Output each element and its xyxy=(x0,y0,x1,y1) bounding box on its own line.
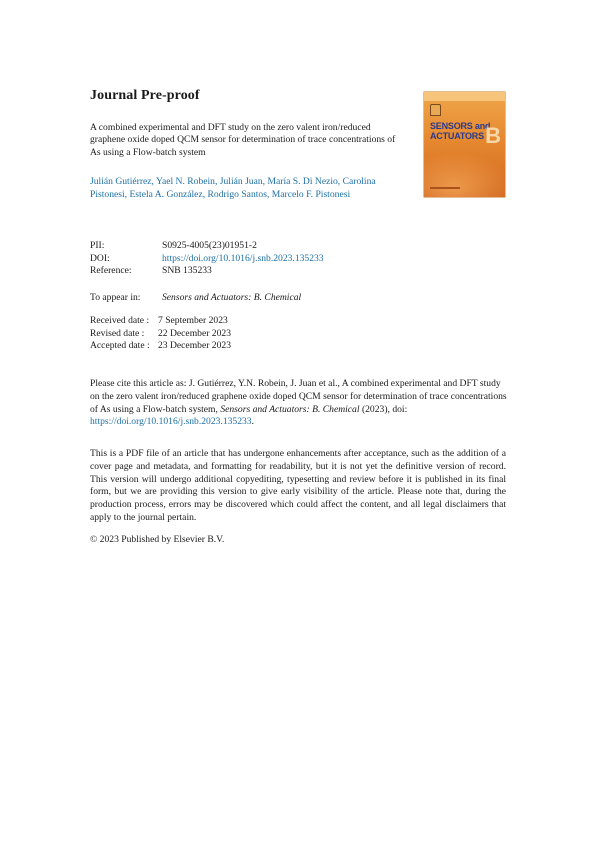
reference-label: Reference: xyxy=(90,265,132,277)
accepted-label: Accepted date : xyxy=(90,340,150,352)
doi-row xyxy=(90,253,324,266)
cover-title-line1: SENSORS and xyxy=(430,121,491,131)
cover-series-letter: B xyxy=(485,123,501,148)
journal-name: Sensors and Actuators: B. Chemical xyxy=(162,292,302,303)
citation-journal: Sensors and Actuators: B. Chemical xyxy=(220,403,360,415)
cover-artwork xyxy=(424,152,505,197)
received-row xyxy=(90,315,231,328)
received-value: 7 September 2023 xyxy=(158,315,228,326)
accepted-value: 23 December 2023 xyxy=(158,340,231,352)
citation-text: Please cite this article as: J. Gutiérrez, Y.N. Robein, J. Juan et al., A combined experimental and DFT study on the zero valent iron/reduced graphene oxide doped QCM sensor for determination of trace concentrations of As using a Flow-batch system, xyxy=(90,378,507,415)
cover-footer-bar xyxy=(430,187,460,189)
pii-row xyxy=(90,240,324,253)
citation-year: (2023), xyxy=(361,403,390,415)
doi-label: DOI: xyxy=(90,252,110,264)
reference-value: SNB 135233 xyxy=(162,265,212,277)
doi-link[interactable]: https://doi.org/10.1016/j.snb.2023.135233 xyxy=(162,252,324,264)
publisher-logo-icon xyxy=(430,104,441,116)
copyright-notice: © 2023 Published by Elsevier B.V. xyxy=(90,534,225,545)
cover-top-strip xyxy=(424,92,505,101)
citation-end: . xyxy=(251,416,255,428)
dates-block xyxy=(90,315,231,353)
author-list[interactable]: Julián Gutiérrez, Yael N. Robein, Julián Juan, María S. Di Nezio, Carolina Pistonesi, Estela A. González, Rodrigo Santos, Marcelo F. Pistonesi xyxy=(90,176,376,200)
citation-paragraph xyxy=(90,378,508,429)
accepted-row xyxy=(90,340,231,353)
revised-value: 22 December 2023 xyxy=(158,327,231,339)
preproof-notice: This is a PDF file of an article that has undergone enhancements after acceptance, such as the addition of a cover page and metadata, and formatting for readability, but it is not yet the definitive version of record. This version will undergo additional copyediting, typesetting and review before it is published in its final form, but we are providing this version to give early visibility of the article. Please note that, during the production process, errors may be discovered which could affect the content, and all legal disclaimers that apply to the journal pertain. xyxy=(90,448,506,523)
journal-cover-image xyxy=(424,92,505,197)
identifiers-block xyxy=(90,240,324,278)
cover-title-line2: ACTUATORS xyxy=(430,131,484,141)
appear-row xyxy=(90,292,301,305)
article-title: A combined experimental and DFT study on the zero valent iron/reduced graphene oxide doped QCM sensor for determination of trace concentrations of As using a Flow-batch system xyxy=(90,122,396,158)
appear-label: To appear in: xyxy=(90,292,141,303)
citation-doi-prefix: doi: xyxy=(392,403,408,415)
citation-doi-link[interactable]: https://doi.org/10.1016/j.snb.2023.135233 xyxy=(90,416,252,428)
revised-label: Revised date : xyxy=(90,327,145,339)
appear-in-block xyxy=(90,292,301,305)
received-label: Received date : xyxy=(90,315,150,326)
reference-row xyxy=(90,265,324,278)
pii-label: PII: xyxy=(90,240,105,251)
revised-row xyxy=(90,328,231,341)
page-heading: Journal Pre-proof xyxy=(90,88,200,103)
pii-value: S0925-4005(23)01951-2 xyxy=(162,240,257,251)
